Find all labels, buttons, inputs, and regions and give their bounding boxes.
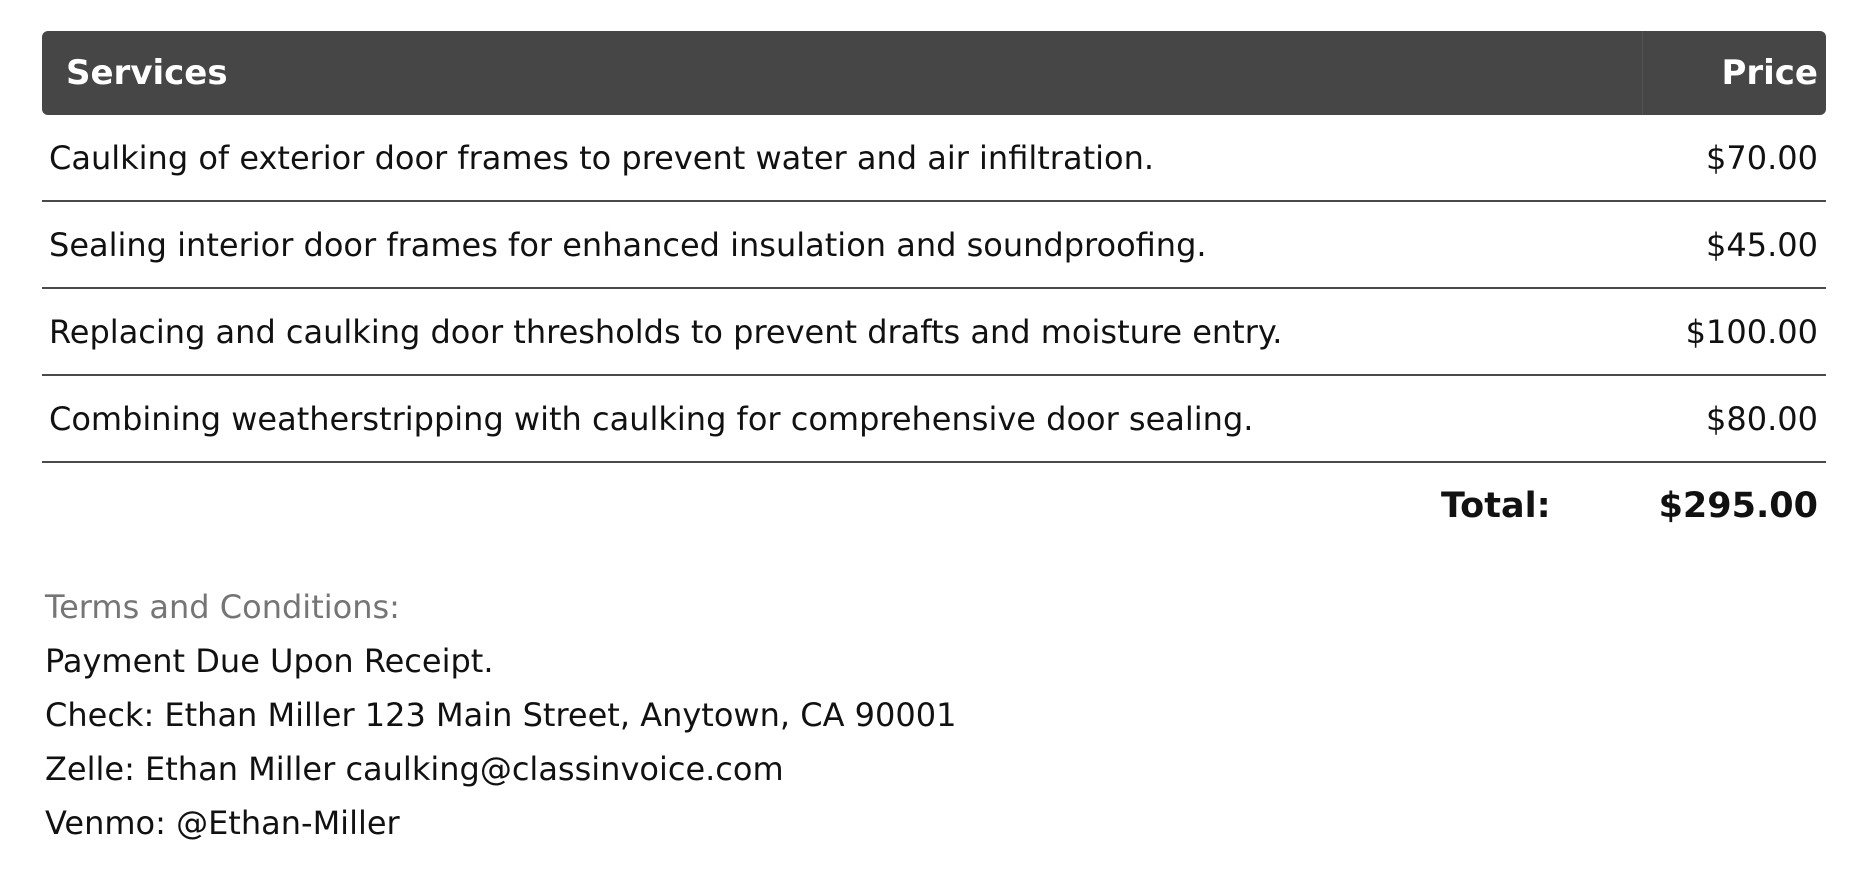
terms-line: Venmo: @Ethan-Miller (45, 804, 400, 842)
total-value: $295.00 (1658, 486, 1818, 526)
service-description: Combining weatherstripping with caulking for comprehensive door sealing. (49, 399, 1254, 438)
terms-line: Zelle: Ethan Miller caulking@classinvoice.com (45, 750, 784, 788)
table-row (42, 289, 1826, 376)
services-table-header (42, 31, 1826, 115)
table-row (42, 376, 1826, 463)
price-column-header: Price (1642, 31, 1826, 115)
services-table-body (42, 115, 1826, 463)
terms-and-conditions (45, 580, 956, 850)
table-row (42, 115, 1826, 202)
service-description: Replacing and caulking door thresholds to prevent drafts and moisture entry. (49, 312, 1283, 351)
terms-line: Payment Due Upon Receipt. (45, 642, 494, 680)
services-column-header: Services (66, 53, 228, 93)
terms-line: Check: Ethan Miller 123 Main Street, Anytown, CA 90001 (45, 696, 957, 734)
service-price: $80.00 (1706, 399, 1818, 438)
total-label: Total: (1440, 486, 1551, 526)
service-price: $70.00 (1706, 138, 1818, 177)
service-price: $45.00 (1706, 225, 1818, 264)
service-price: $100.00 (1685, 312, 1818, 351)
table-row (42, 202, 1826, 289)
invoice-services-section (42, 31, 1826, 549)
terms-title: Terms and Conditions: (45, 588, 400, 626)
total-row (42, 463, 1826, 549)
service-description: Caulking of exterior door frames to prevent water and air infiltration. (49, 138, 1155, 177)
service-description: Sealing interior door frames for enhanced insulation and soundproofing. (49, 225, 1207, 264)
